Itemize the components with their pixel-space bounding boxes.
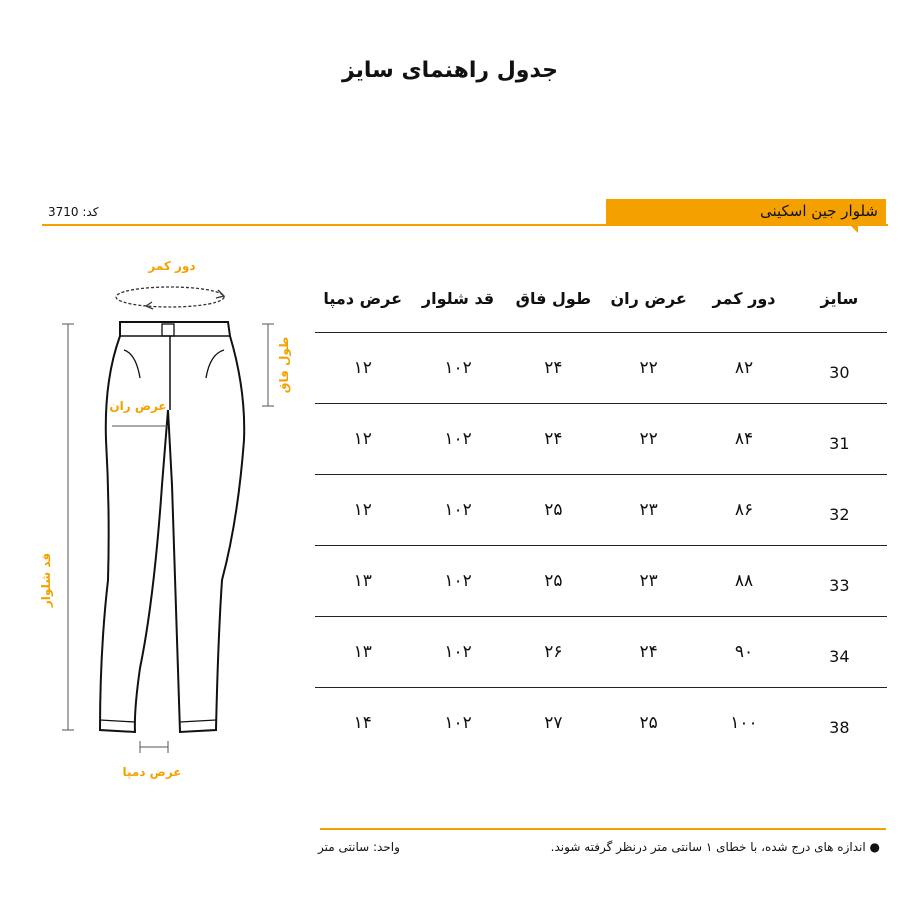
- cell-length: ۱۰۲: [444, 358, 472, 378]
- cell-size: 31: [829, 433, 850, 453]
- cell-length: ۱۰۲: [444, 429, 472, 449]
- header-hem: عرض دمپا: [323, 289, 403, 308]
- cell-waist: ۹۰: [734, 642, 754, 662]
- cell-hem: ۱۳: [353, 571, 372, 591]
- header-divider: [42, 224, 888, 226]
- cell-length: ۱۰۲: [444, 500, 472, 520]
- footer-divider: [320, 828, 886, 830]
- page-title: جدول راهنمای سایز: [341, 58, 559, 83]
- table-header-row: [315, 285, 887, 333]
- cell-thigh: ۲۴: [639, 642, 658, 662]
- label-hem: عرض دمپا: [122, 765, 182, 779]
- cell-waist: ۱۰۰: [730, 713, 758, 733]
- table-row: [315, 617, 887, 688]
- cell-waist: ۸۶: [734, 500, 754, 520]
- cell-waist: ۸۴: [734, 429, 754, 449]
- footer-note: [551, 840, 880, 854]
- header-length: قد شلوار: [421, 289, 495, 308]
- cell-length: ۱۰۲: [444, 571, 472, 591]
- header-size: سایز: [820, 289, 859, 308]
- table-row: [315, 688, 887, 758]
- cell-hem: ۱۴: [353, 713, 372, 733]
- label-waist: دور کمر: [148, 259, 196, 273]
- table-row: [315, 404, 887, 475]
- cell-size: 32: [829, 504, 850, 524]
- table-row: [315, 475, 887, 546]
- cell-hem: ۱۳: [353, 642, 372, 662]
- cell-rise: ۲۵: [544, 500, 563, 520]
- label-length: قد شلوار: [40, 552, 53, 608]
- jeans-diagram: [40, 250, 310, 790]
- header-thigh: عرض ران: [610, 289, 687, 308]
- table-row: [315, 333, 887, 404]
- cell-hem: ۱۲: [353, 429, 372, 449]
- bar-tail: [850, 225, 858, 233]
- cell-hem: ۱۲: [353, 500, 372, 520]
- cell-rise: ۲۴: [544, 358, 563, 378]
- cell-length: ۱۰۲: [444, 642, 472, 662]
- label-thigh: عرض ران: [109, 399, 167, 413]
- header-rise: طول فاق: [515, 289, 592, 308]
- cell-size: 33: [829, 575, 850, 595]
- bullet-icon: ●: [869, 840, 880, 854]
- cell-rise: ۲۴: [544, 429, 563, 449]
- cell-thigh: ۲۳: [639, 571, 658, 591]
- product-name-bar: [606, 199, 886, 225]
- label-rise: طول فاق: [277, 336, 291, 394]
- footer-note-text: اندازه های درج شده، با خطای ۱ سانتی متر درنظر گرفته شوند.: [550, 840, 866, 854]
- cell-thigh: ۲۳: [639, 500, 658, 520]
- jeans-outline-icon: [40, 250, 310, 790]
- cell-thigh: ۲۲: [639, 429, 658, 449]
- cell-length: ۱۰۲: [444, 713, 472, 733]
- cell-rise: ۲۷: [544, 713, 563, 733]
- cell-size: 38: [829, 717, 850, 737]
- cell-waist: ۸۲: [734, 358, 754, 378]
- cell-hem: ۱۲: [353, 358, 372, 378]
- cell-thigh: ۲۲: [639, 358, 658, 378]
- cell-size: 30: [829, 362, 850, 382]
- cell-size: 34: [829, 646, 850, 666]
- footer-unit: واحد: سانتی متر: [318, 840, 400, 854]
- cell-waist: ۸۸: [734, 571, 754, 591]
- table-row: [315, 546, 887, 617]
- cell-rise: ۲۶: [544, 642, 563, 662]
- cell-rise: ۲۵: [544, 571, 563, 591]
- size-table: [315, 285, 887, 758]
- cell-thigh: ۲۵: [639, 713, 658, 733]
- product-code: کد: 3710: [48, 205, 99, 219]
- product-name: شلوار جین اسکینی: [759, 202, 878, 220]
- header-waist: دور کمر: [712, 289, 776, 308]
